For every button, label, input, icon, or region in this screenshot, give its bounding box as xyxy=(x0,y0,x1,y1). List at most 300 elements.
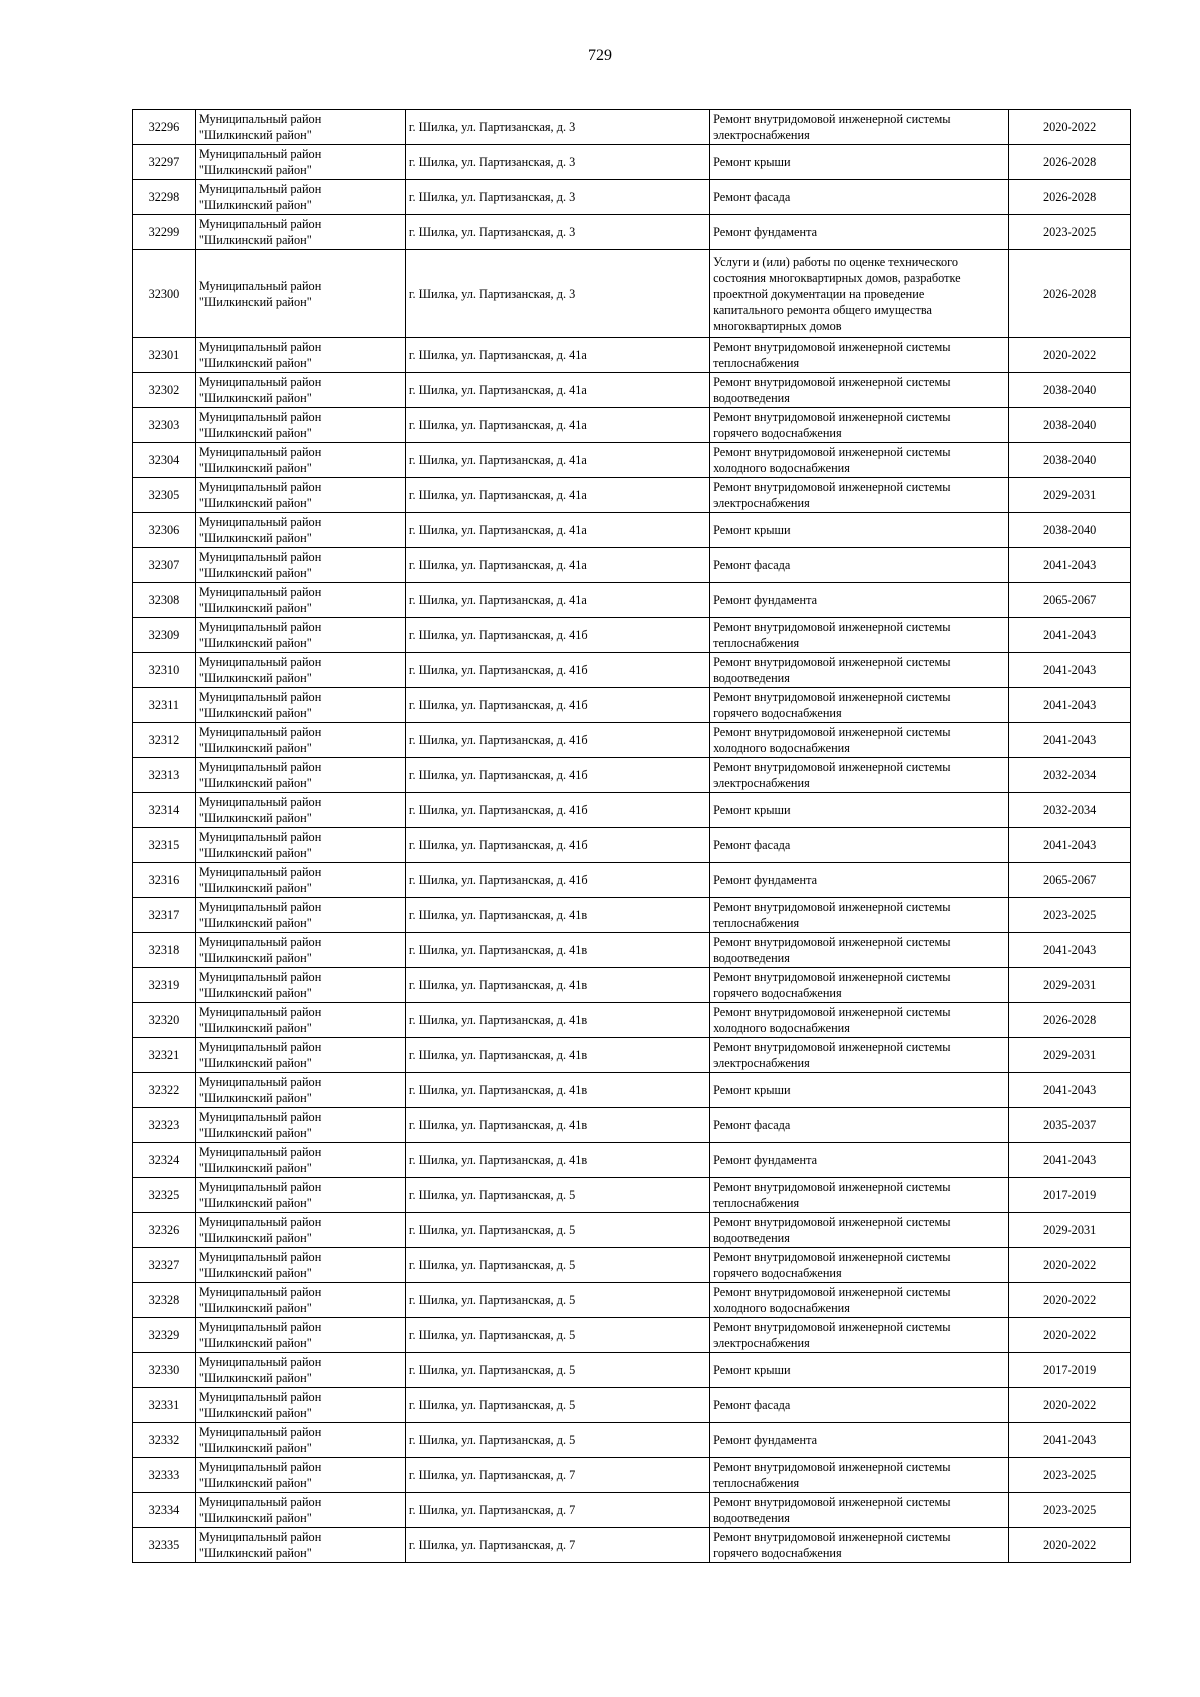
address: г. Шилка, ул. Партизанская, д. 41в xyxy=(408,1083,588,1097)
table-row xyxy=(133,1248,1131,1283)
table-row xyxy=(133,513,1131,548)
period: 2041-2043 xyxy=(1042,698,1097,712)
row-number: 32312 xyxy=(148,733,180,747)
work-type-cell xyxy=(710,1458,1009,1493)
period: 2020-2022 xyxy=(1042,1293,1097,1307)
municipality: Муниципальный район "Шилкинский район" xyxy=(198,830,322,860)
address-cell xyxy=(405,145,709,180)
work-type-cell xyxy=(710,443,1009,478)
work-type-cell xyxy=(710,250,1009,338)
row-number-cell xyxy=(133,723,196,758)
address: г. Шилка, ул. Партизанская, д. 41а xyxy=(408,453,587,467)
address-cell xyxy=(405,250,709,338)
work-type-cell xyxy=(710,1388,1009,1423)
address: г. Шилка, ул. Партизанская, д. 5 xyxy=(408,1433,576,1447)
period-cell xyxy=(1009,408,1131,443)
period-cell xyxy=(1009,1423,1131,1458)
period-cell xyxy=(1009,443,1131,478)
work-type-cell xyxy=(710,793,1009,828)
address: г. Шилка, ул. Партизанская, д. 41б xyxy=(408,733,588,747)
municipality: Муниципальный район "Шилкинский район" xyxy=(198,375,322,405)
table-row xyxy=(133,1528,1131,1563)
address: г. Шилка, ул. Партизанская, д. 7 xyxy=(408,1503,576,1517)
municipality: Муниципальный район "Шилкинский район" xyxy=(198,1285,322,1315)
period: 2041-2043 xyxy=(1042,628,1097,642)
table-row xyxy=(133,443,1131,478)
work-type-cell xyxy=(710,1493,1009,1528)
work-type-cell xyxy=(710,618,1009,653)
row-number-cell xyxy=(133,1528,196,1563)
period-cell xyxy=(1009,180,1131,215)
row-number-cell xyxy=(133,1073,196,1108)
period: 2020-2022 xyxy=(1042,1328,1097,1342)
period-cell xyxy=(1009,828,1131,863)
work-type-cell xyxy=(710,145,1009,180)
work-type: Ремонт внутридомовой инженерной системы водоотведения xyxy=(713,1495,951,1525)
address: г. Шилка, ул. Партизанская, д. 5 xyxy=(408,1258,576,1272)
table-row xyxy=(133,180,1131,215)
table-row xyxy=(133,110,1131,145)
row-number-cell xyxy=(133,1283,196,1318)
row-number-cell xyxy=(133,145,196,180)
row-number: 32310 xyxy=(148,663,180,677)
address: г. Шилка, ул. Партизанская, д. 41в xyxy=(408,908,588,922)
municipality-cell xyxy=(195,1493,405,1528)
address-cell xyxy=(405,1528,709,1563)
row-number-cell xyxy=(133,215,196,250)
period-cell xyxy=(1009,1108,1131,1143)
work-type: Ремонт внутридомовой инженерной системы теплоснабжения xyxy=(713,900,951,930)
row-number-cell xyxy=(133,1423,196,1458)
address-cell xyxy=(405,1143,709,1178)
work-type-cell xyxy=(710,408,1009,443)
period: 2026-2028 xyxy=(1042,1013,1097,1027)
municipality: Муниципальный район "Шилкинский район" xyxy=(198,725,322,755)
period-cell xyxy=(1009,688,1131,723)
row-number-cell xyxy=(133,513,196,548)
row-number: 32313 xyxy=(148,768,180,782)
period-cell xyxy=(1009,863,1131,898)
period: 2029-2031 xyxy=(1042,978,1097,992)
row-number: 32303 xyxy=(148,418,180,432)
municipality-cell xyxy=(195,1073,405,1108)
municipality: Муниципальный район "Шилкинский район" xyxy=(198,410,322,440)
period-cell xyxy=(1009,338,1131,373)
period: 2029-2031 xyxy=(1042,1223,1097,1237)
row-number-cell xyxy=(133,933,196,968)
address-cell xyxy=(405,1073,709,1108)
row-number-cell xyxy=(133,478,196,513)
row-number: 32316 xyxy=(148,873,180,887)
work-type: Ремонт крыши xyxy=(713,523,791,537)
work-type-cell xyxy=(710,1073,1009,1108)
municipality-cell xyxy=(195,145,405,180)
municipality-cell xyxy=(195,338,405,373)
municipality: Муниципальный район "Шилкинский район" xyxy=(198,935,322,965)
period-cell xyxy=(1009,1178,1131,1213)
work-type-cell xyxy=(710,1248,1009,1283)
address-cell xyxy=(405,1178,709,1213)
period-cell xyxy=(1009,215,1131,250)
period-cell xyxy=(1009,513,1131,548)
address-cell xyxy=(405,548,709,583)
work-type: Ремонт внутридомовой инженерной системы горячего водоснабжения xyxy=(713,410,951,440)
municipality: Муниципальный район "Шилкинский район" xyxy=(198,690,322,720)
table-row xyxy=(133,1143,1131,1178)
municipality: Муниципальный район "Шилкинский район" xyxy=(198,970,322,1000)
period-cell xyxy=(1009,1528,1131,1563)
table-row xyxy=(133,338,1131,373)
period: 2026-2028 xyxy=(1042,155,1097,169)
work-type: Ремонт крыши xyxy=(713,803,791,817)
period-cell xyxy=(1009,1458,1131,1493)
work-type: Ремонт внутридомовой инженерной системы горячего водоснабжения xyxy=(713,690,951,720)
municipality: Муниципальный район "Шилкинский район" xyxy=(198,1460,322,1490)
period-cell xyxy=(1009,1283,1131,1318)
table-row xyxy=(133,1178,1131,1213)
period: 2023-2025 xyxy=(1042,1468,1097,1482)
period-cell xyxy=(1009,1318,1131,1353)
row-number: 32297 xyxy=(148,155,180,169)
address: г. Шилка, ул. Партизанская, д. 41в xyxy=(408,1013,588,1027)
work-type-cell xyxy=(710,1318,1009,1353)
municipality-cell xyxy=(195,793,405,828)
period: 2020-2022 xyxy=(1042,1258,1097,1272)
work-type-cell xyxy=(710,1038,1009,1073)
address: г. Шилка, ул. Партизанская, д. 41б xyxy=(408,803,588,817)
row-number: 32321 xyxy=(148,1048,180,1062)
period: 2065-2067 xyxy=(1042,593,1097,607)
municipality: Муниципальный район "Шилкинский район" xyxy=(198,1390,322,1420)
municipality: Муниципальный район "Шилкинский район" xyxy=(198,515,322,545)
table-row xyxy=(133,933,1131,968)
work-type: Ремонт внутридомовой инженерной системы электроснабжения xyxy=(713,760,951,790)
municipality: Муниципальный район "Шилкинский район" xyxy=(198,1110,322,1140)
row-number-cell xyxy=(133,863,196,898)
table-row xyxy=(133,373,1131,408)
address: г. Шилка, ул. Партизанская, д. 41б xyxy=(408,838,588,852)
work-type-cell xyxy=(710,1528,1009,1563)
row-number: 32318 xyxy=(148,943,180,957)
address: г. Шилка, ул. Партизанская, д. 5 xyxy=(408,1223,576,1237)
row-number: 32314 xyxy=(148,803,180,817)
work-type: Ремонт внутридомовой инженерной системы холодного водоснабжения xyxy=(713,445,951,475)
address: г. Шилка, ул. Партизанская, д. 5 xyxy=(408,1188,576,1202)
row-number: 32324 xyxy=(148,1153,180,1167)
address: г. Шилка, ул. Партизанская, д. 5 xyxy=(408,1293,576,1307)
municipality: Муниципальный район "Шилкинский район" xyxy=(198,1250,322,1280)
period: 2041-2043 xyxy=(1042,1083,1097,1097)
address-cell xyxy=(405,338,709,373)
row-number: 32301 xyxy=(148,348,180,362)
municipality: Муниципальный район "Шилкинский район" xyxy=(198,865,322,895)
address-cell xyxy=(405,408,709,443)
work-type: Ремонт крыши xyxy=(713,1363,791,1377)
address: г. Шилка, ул. Партизанская, д. 41б xyxy=(408,698,588,712)
period: 2035-2037 xyxy=(1042,1118,1097,1132)
row-number-cell xyxy=(133,1353,196,1388)
table-row xyxy=(133,145,1131,180)
address: г. Шилка, ул. Партизанская, д. 41а xyxy=(408,523,587,537)
table-row xyxy=(133,653,1131,688)
row-number-cell xyxy=(133,110,196,145)
municipality: Муниципальный район "Шилкинский район" xyxy=(198,620,322,650)
municipality: Муниципальный район "Шилкинский район" xyxy=(198,1355,322,1385)
table-row xyxy=(133,583,1131,618)
address-cell xyxy=(405,1353,709,1388)
municipality-cell xyxy=(195,215,405,250)
period: 2029-2031 xyxy=(1042,488,1097,502)
address: г. Шилка, ул. Партизанская, д. 41в xyxy=(408,1118,588,1132)
municipality-cell xyxy=(195,1248,405,1283)
table-row xyxy=(133,1318,1131,1353)
address-cell xyxy=(405,968,709,1003)
table-row xyxy=(133,1423,1131,1458)
table-row xyxy=(133,758,1131,793)
period-cell xyxy=(1009,1388,1131,1423)
address-cell xyxy=(405,443,709,478)
address: г. Шилка, ул. Партизанская, д. 3 xyxy=(408,120,576,134)
row-number-cell xyxy=(133,1038,196,1073)
work-type: Ремонт внутридомовой инженерной системы электроснабжения xyxy=(713,480,951,510)
work-type-cell xyxy=(710,968,1009,1003)
work-type-cell xyxy=(710,688,1009,723)
municipality: Муниципальный район "Шилкинский район" xyxy=(198,760,322,790)
row-number-cell xyxy=(133,338,196,373)
work-type: Ремонт внутридомовой инженерной системы теплоснабжения xyxy=(713,1460,951,1490)
registry-body xyxy=(133,110,1131,1563)
period: 2020-2022 xyxy=(1042,1538,1097,1552)
address-cell xyxy=(405,373,709,408)
row-number-cell xyxy=(133,968,196,1003)
row-number-cell xyxy=(133,1143,196,1178)
municipality: Муниципальный район "Шилкинский район" xyxy=(198,1530,322,1560)
period-cell xyxy=(1009,1493,1131,1528)
table-row xyxy=(133,548,1131,583)
municipality: Муниципальный район "Шилкинский район" xyxy=(198,182,322,212)
period: 2020-2022 xyxy=(1042,1398,1097,1412)
period-cell xyxy=(1009,653,1131,688)
row-number: 32311 xyxy=(148,698,180,712)
period: 2041-2043 xyxy=(1042,1153,1097,1167)
period: 2041-2043 xyxy=(1042,943,1097,957)
address-cell xyxy=(405,1458,709,1493)
address-cell xyxy=(405,898,709,933)
period: 2017-2019 xyxy=(1042,1188,1097,1202)
period-cell xyxy=(1009,548,1131,583)
row-number-cell xyxy=(133,1178,196,1213)
period-cell xyxy=(1009,898,1131,933)
municipality-cell xyxy=(195,1458,405,1493)
row-number-cell xyxy=(133,1213,196,1248)
address: г. Шилка, ул. Партизанская, д. 41б xyxy=(408,873,588,887)
address: г. Шилка, ул. Партизанская, д. 41а xyxy=(408,593,587,607)
work-type-cell xyxy=(710,1003,1009,1038)
municipality: Муниципальный район "Шилкинский район" xyxy=(198,900,322,930)
municipality: Муниципальный район "Шилкинский район" xyxy=(198,1425,322,1455)
address: г. Шилка, ул. Партизанская, д. 3 xyxy=(408,225,576,239)
row-number: 32319 xyxy=(148,978,180,992)
row-number-cell xyxy=(133,793,196,828)
municipality-cell xyxy=(195,898,405,933)
row-number-cell xyxy=(133,1003,196,1038)
work-type: Ремонт фундамента xyxy=(713,1433,818,1447)
address-cell xyxy=(405,1423,709,1458)
address-cell xyxy=(405,583,709,618)
row-number-cell xyxy=(133,443,196,478)
period: 2020-2022 xyxy=(1042,348,1097,362)
table-row xyxy=(133,1108,1131,1143)
registry-table xyxy=(132,109,1131,1563)
table-row xyxy=(133,408,1131,443)
table-row xyxy=(133,250,1131,338)
address: г. Шилка, ул. Партизанская, д. 5 xyxy=(408,1398,576,1412)
work-type-cell xyxy=(710,548,1009,583)
row-number-cell xyxy=(133,1458,196,1493)
table-row xyxy=(133,215,1131,250)
municipality: Муниципальный район "Шилкинский район" xyxy=(198,278,322,309)
address: г. Шилка, ул. Партизанская, д. 41а xyxy=(408,348,587,362)
municipality-cell xyxy=(195,443,405,478)
work-type: Ремонт внутридомовой инженерной системы горячего водоснабжения xyxy=(713,1250,951,1280)
work-type-cell xyxy=(710,828,1009,863)
address: г. Шилка, ул. Партизанская, д. 3 xyxy=(408,286,576,301)
address-cell xyxy=(405,793,709,828)
work-type-cell xyxy=(710,933,1009,968)
municipality-cell xyxy=(195,758,405,793)
table-row xyxy=(133,1283,1131,1318)
municipality-cell xyxy=(195,1038,405,1073)
address: г. Шилка, ул. Партизанская, д. 5 xyxy=(408,1363,576,1377)
row-number-cell xyxy=(133,653,196,688)
row-number: 32334 xyxy=(148,1503,180,1517)
work-type: Ремонт фасада xyxy=(713,1118,791,1132)
row-number: 32335 xyxy=(148,1538,180,1552)
municipality-cell xyxy=(195,408,405,443)
period-cell xyxy=(1009,583,1131,618)
row-number-cell xyxy=(133,828,196,863)
row-number: 32329 xyxy=(148,1328,180,1342)
work-type: Ремонт внутридомовой инженерной системы водоотведения xyxy=(713,655,951,685)
period-cell xyxy=(1009,758,1131,793)
work-type-cell xyxy=(710,898,1009,933)
row-number-cell xyxy=(133,688,196,723)
municipality: Муниципальный район "Шилкинский район" xyxy=(198,1320,322,1350)
address-cell xyxy=(405,828,709,863)
period-cell xyxy=(1009,1038,1131,1073)
table-row xyxy=(133,688,1131,723)
municipality-cell xyxy=(195,653,405,688)
municipality-cell xyxy=(195,1528,405,1563)
address: г. Шилка, ул. Партизанская, д. 7 xyxy=(408,1468,576,1482)
municipality-cell xyxy=(195,548,405,583)
work-type: Ремонт фасада xyxy=(713,838,791,852)
table-row xyxy=(133,723,1131,758)
page-number: 729 xyxy=(588,47,612,64)
work-type: Ремонт внутридомовой инженерной системы горячего водоснабжения xyxy=(713,1530,951,1560)
period: 2026-2028 xyxy=(1042,190,1097,204)
municipality-cell xyxy=(195,618,405,653)
work-type: Ремонт внутридомовой инженерной системы электроснабжения xyxy=(713,112,951,142)
row-number: 32307 xyxy=(148,558,180,572)
address-cell xyxy=(405,1283,709,1318)
address: г. Шилка, ул. Партизанская, д. 41б xyxy=(408,628,588,642)
address: г. Шилка, ул. Партизанская, д. 41в xyxy=(408,978,588,992)
address-cell xyxy=(405,1248,709,1283)
work-type: Ремонт внутридомовой инженерной системы электроснабжения xyxy=(713,1040,951,1070)
address: г. Шилка, ул. Партизанская, д. 41в xyxy=(408,943,588,957)
work-type: Ремонт фасада xyxy=(713,558,791,572)
period-cell xyxy=(1009,478,1131,513)
municipality-cell xyxy=(195,180,405,215)
period-cell xyxy=(1009,145,1131,180)
address-cell xyxy=(405,863,709,898)
table-row xyxy=(133,793,1131,828)
municipality-cell xyxy=(195,1143,405,1178)
row-number-cell xyxy=(133,1318,196,1353)
work-type: Ремонт фундамента xyxy=(713,1153,818,1167)
row-number: 32296 xyxy=(148,120,180,134)
address-cell xyxy=(405,1493,709,1528)
row-number: 32327 xyxy=(148,1258,180,1272)
table-row xyxy=(133,1073,1131,1108)
row-number-cell xyxy=(133,373,196,408)
period-cell xyxy=(1009,1248,1131,1283)
table-row xyxy=(133,1353,1131,1388)
municipality: Муниципальный район "Шилкинский район" xyxy=(198,795,322,825)
period: 2038-2040 xyxy=(1042,383,1097,397)
municipality: Муниципальный район "Шилкинский район" xyxy=(198,1215,322,1245)
period: 2041-2043 xyxy=(1042,558,1097,572)
period-cell xyxy=(1009,933,1131,968)
municipality-cell xyxy=(195,1423,405,1458)
period: 2029-2031 xyxy=(1042,1048,1097,1062)
row-number: 32333 xyxy=(148,1468,180,1482)
work-type-cell xyxy=(710,758,1009,793)
row-number: 32308 xyxy=(148,593,180,607)
municipality: Муниципальный район "Шилкинский район" xyxy=(198,1180,322,1210)
address: г. Шилка, ул. Партизанская, д. 41б xyxy=(408,768,588,782)
work-type: Ремонт внутридомовой инженерной системы электроснабжения xyxy=(713,1320,951,1350)
period-cell xyxy=(1009,110,1131,145)
work-type: Ремонт внутридомовой инженерной системы холодного водоснабжения xyxy=(713,725,951,755)
row-number: 32317 xyxy=(148,908,180,922)
address-cell xyxy=(405,933,709,968)
municipality-cell xyxy=(195,373,405,408)
table-row xyxy=(133,1213,1131,1248)
table-row xyxy=(133,898,1131,933)
row-number: 32305 xyxy=(148,488,180,502)
municipality-cell xyxy=(195,1388,405,1423)
work-type: Ремонт фасада xyxy=(713,190,791,204)
row-number-cell xyxy=(133,583,196,618)
row-number-cell xyxy=(133,898,196,933)
work-type: Ремонт внутридомовой инженерной системы теплоснабжения xyxy=(713,340,951,370)
municipality: Муниципальный район "Шилкинский район" xyxy=(198,480,322,510)
work-type-cell xyxy=(710,723,1009,758)
municipality-cell xyxy=(195,863,405,898)
municipality: Муниципальный район "Шилкинский район" xyxy=(198,112,322,142)
municipality: Муниципальный район "Шилкинский район" xyxy=(198,445,322,475)
work-type: Ремонт внутридомовой инженерной системы теплоснабжения xyxy=(713,1180,951,1210)
row-number-cell xyxy=(133,548,196,583)
address-cell xyxy=(405,1108,709,1143)
municipality: Муниципальный район "Шилкинский район" xyxy=(198,1145,322,1175)
period: 2038-2040 xyxy=(1042,418,1097,432)
municipality-cell xyxy=(195,933,405,968)
period-cell xyxy=(1009,968,1131,1003)
table-row xyxy=(133,1038,1131,1073)
